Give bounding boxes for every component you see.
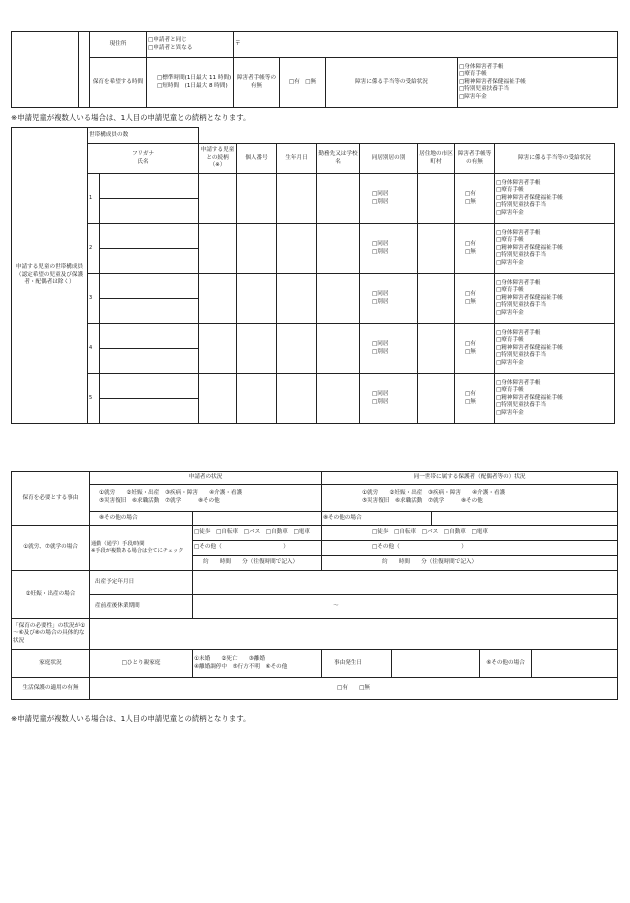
book-yes-no[interactable]: □有 □無 — [455, 174, 495, 224]
spouse-commute-other[interactable]: □その他（ ） — [322, 541, 618, 556]
household-count-label: 世帯構成員の数 — [88, 128, 199, 144]
allowance-options[interactable]: □身体障害者手帳 □療育手帳 □精神障害者保健福祉手帳 □特別児童扶養手当 □障害年金 — [495, 274, 615, 324]
due-date-label: 出産予定年月日 — [90, 571, 193, 595]
detail-label: 「保育の必要性」の状況が①～⑥及び⑧の場合の具体的な状況 — [12, 619, 90, 650]
family-label: 家庭状況 — [12, 650, 90, 678]
applicant-commute-other[interactable]: □その他（ ） — [193, 541, 322, 556]
birthdate-field[interactable] — [277, 374, 317, 424]
work-label: ①就労、⑦就学の場合 — [12, 526, 90, 571]
personal-no-field[interactable] — [237, 374, 277, 424]
relation-field[interactable] — [199, 224, 237, 274]
birthdate-field[interactable] — [277, 174, 317, 224]
personal-no-field[interactable] — [237, 224, 277, 274]
header-allowance: 障害に係る手当等の受給状況 — [495, 144, 615, 174]
leave-field[interactable]: ～ — [193, 595, 618, 619]
spouse-other-case: ⑧その他の場合 — [322, 512, 432, 526]
address-options[interactable]: □申請者と同じ □申請者と異なる — [147, 32, 234, 58]
header-cohabit: 同居別居の別 — [360, 144, 418, 174]
workplace-field[interactable] — [317, 374, 360, 424]
furigana-field[interactable] — [100, 274, 199, 299]
workplace-field[interactable] — [317, 224, 360, 274]
workplace-field[interactable] — [317, 324, 360, 374]
household-row — [12, 224, 615, 249]
furigana-field[interactable] — [100, 174, 199, 199]
hours-options[interactable]: □標準時間(1日最大 11 時間) □短時間 (1日最大 8 時間) — [147, 58, 234, 108]
header-name: フリガナ 氏名 — [88, 144, 199, 174]
pregnancy-label: ②妊娠・出産の場合 — [12, 571, 90, 619]
name-field[interactable] — [100, 249, 199, 274]
spouse-commute-options[interactable]: □徒歩 □自転車 □バス □自動車 □電車 — [322, 526, 618, 541]
spouse-commute-time[interactable]: 約 時間 分（往復時間で記入） — [322, 556, 618, 571]
family-options[interactable]: ①未婚 ②死亡 ③離婚 ④離婚調停中 ⑤行方不明 ⑥その他 — [193, 650, 322, 678]
due-date-field[interactable] — [193, 571, 618, 595]
blank-cell — [79, 32, 90, 108]
family-other-case: ⑥その他の場合 — [480, 650, 532, 678]
book-yes-no[interactable]: □有 □無 — [455, 374, 495, 424]
book-yes-no[interactable]: □有 □無 — [455, 274, 495, 324]
municipality-field[interactable] — [418, 374, 455, 424]
applicant-other-case: ⑧その他の場合 — [90, 512, 193, 526]
spouse-other-field[interactable] — [432, 512, 618, 526]
header-birthdate: 生年月日 — [277, 144, 317, 174]
note-relation: ※申請児童が複数人いる場合は、1人目の申請児童との続柄となります。 — [11, 113, 251, 122]
header-workplace: 勤務先又は学校名 — [317, 144, 360, 174]
detail-field[interactable] — [90, 619, 618, 650]
name-field[interactable] — [100, 299, 199, 324]
furigana-field[interactable] — [100, 224, 199, 249]
address-hours-table — [11, 31, 618, 108]
applicant-commute-time[interactable]: 約 時間 分（往復時間で記入） — [193, 556, 322, 571]
household-row — [12, 374, 615, 399]
workplace-field[interactable] — [317, 274, 360, 324]
furigana-field[interactable] — [100, 324, 199, 349]
relation-field[interactable] — [199, 174, 237, 224]
applicant-reason-options[interactable]: ①就労 ②妊娠・出産 ③疾病・障害 ④介護・看護 ⑤災害復旧 ⑥求職活動 ⑦就学 ⑧その他 — [90, 485, 322, 512]
relation-field[interactable] — [199, 274, 237, 324]
furigana-field[interactable] — [100, 374, 199, 399]
household-row — [12, 324, 615, 349]
header-personal-no: 個人番号 — [237, 144, 277, 174]
header-municipality: 居住地の市区町村 — [418, 144, 455, 174]
name-field[interactable] — [100, 399, 199, 424]
allowance-options[interactable]: □身体障害者手帳 □療育手帳 □精神障害者保健福祉手帳 □特別児童扶養手当 □障害年金 — [495, 324, 615, 374]
row-number: 4 — [88, 324, 100, 374]
row-number: 5 — [88, 374, 100, 424]
row-number: 1 — [88, 174, 100, 224]
commute-label: 通勤（通学）手段/時間 ※手段が複数ある場合は全てにチェック — [90, 526, 193, 571]
name-field[interactable] — [100, 199, 199, 224]
hours-label: 保育を希望する時間 — [90, 58, 147, 108]
relation-field[interactable] — [199, 374, 237, 424]
household-section-label: 申請する児童の世帯構成員（認定希望の児童及び保護者・配偶者は除く） — [12, 128, 88, 424]
disability-book-label: 障害者手帳等の有無 — [234, 58, 280, 108]
family-other-field[interactable] — [532, 650, 618, 678]
book-yes-no[interactable]: □有 □無 — [455, 224, 495, 274]
welfare-label: 生活保護の適用の有無 — [12, 678, 90, 700]
municipality-field[interactable] — [418, 174, 455, 224]
cohabit-options[interactable]: □同居 □別居 — [360, 274, 418, 324]
cohabit-options[interactable]: □同居 □別居 — [360, 374, 418, 424]
allowance-options[interactable]: □身体障害者手帳 □療育手帳 □精神障害者保健福祉手帳 □特別児童扶養手当 □障害年金 — [495, 174, 615, 224]
cohabit-options[interactable]: □同居 □別居 — [360, 324, 418, 374]
disability-book-yes-no[interactable]: □有 □無 — [280, 58, 326, 108]
applicant-header: 申請者の状況 — [90, 472, 322, 485]
municipality-field[interactable] — [418, 274, 455, 324]
leave-label: 産前産後休業期間 — [90, 595, 193, 619]
relation-field[interactable] — [199, 324, 237, 374]
single-parent-option[interactable]: □ひとり親家庭 — [90, 650, 193, 678]
row-number: 3 — [88, 274, 100, 324]
birthdate-field[interactable] — [277, 224, 317, 274]
spouse-reason-options[interactable]: ①就労 ②妊娠・出産 ③疾病・障害 ④介護・看護 ⑤災害復旧 ⑥求職活動 ⑦就学 ⑧その他 — [322, 485, 618, 512]
household-table — [11, 127, 615, 424]
applicant-other-field[interactable] — [193, 512, 322, 526]
personal-no-field[interactable] — [237, 274, 277, 324]
municipality-field[interactable] — [418, 324, 455, 374]
occurrence-date-label: 事由発生日 — [322, 650, 392, 678]
household-row — [12, 174, 615, 199]
row-number: 2 — [88, 224, 100, 274]
occurrence-date-field[interactable] — [392, 650, 480, 678]
care-table — [11, 471, 618, 700]
birthdate-field[interactable] — [277, 274, 317, 324]
welfare-options[interactable]: □有 □無 — [90, 678, 618, 700]
note-relation-bottom: ※申請児童が複数人いる場合は、1人目の申請児童との続柄となります。 — [11, 714, 251, 723]
personal-no-field[interactable] — [237, 174, 277, 224]
cohabit-options[interactable]: □同居 □別居 — [360, 174, 418, 224]
address-label: 現住所 — [90, 32, 147, 58]
address-field[interactable]: 〒 — [234, 32, 618, 58]
applicant-commute-options[interactable]: □徒歩 □自転車 □バス □自動車 □電車 — [193, 526, 322, 541]
header-book: 障害者手帳等の有無 — [455, 144, 495, 174]
municipality-field[interactable] — [418, 224, 455, 274]
blank-cell — [12, 32, 79, 108]
reason-label: 保育を必要とする事由 — [12, 472, 90, 526]
allowance-options[interactable]: □身体障害者手帳 □療育手帳 □精神障害者保健福祉手帳 □特別児童扶養手当 □障害年金 — [495, 224, 615, 274]
household-count-field[interactable] — [199, 128, 237, 144]
cohabit-options[interactable]: □同居 □別居 — [360, 224, 418, 274]
name-field[interactable] — [100, 349, 199, 374]
header-relation: 申請する児童との続柄（※） — [199, 144, 237, 174]
spouse-header: 同一世帯に属する保護者（配偶者等の）状況 — [322, 472, 618, 485]
allowance-label: 障害に係る手当等の受給状況 — [326, 58, 458, 108]
book-yes-no[interactable]: □有 □無 — [455, 324, 495, 374]
household-row — [12, 274, 615, 299]
allowance-options[interactable]: □身体障害者手帳 □療育手帳 □精神障害者保健福祉手帳 □特別児童扶養手当 □障害年金 — [495, 374, 615, 424]
allowance-options[interactable]: □身体障害者手帳 □療育手帳 □精神障害者保健福祉手帳 □特別児童扶養手当 □障害年金 — [458, 58, 618, 108]
workplace-field[interactable] — [317, 174, 360, 224]
birthdate-field[interactable] — [277, 324, 317, 374]
personal-no-field[interactable] — [237, 324, 277, 374]
